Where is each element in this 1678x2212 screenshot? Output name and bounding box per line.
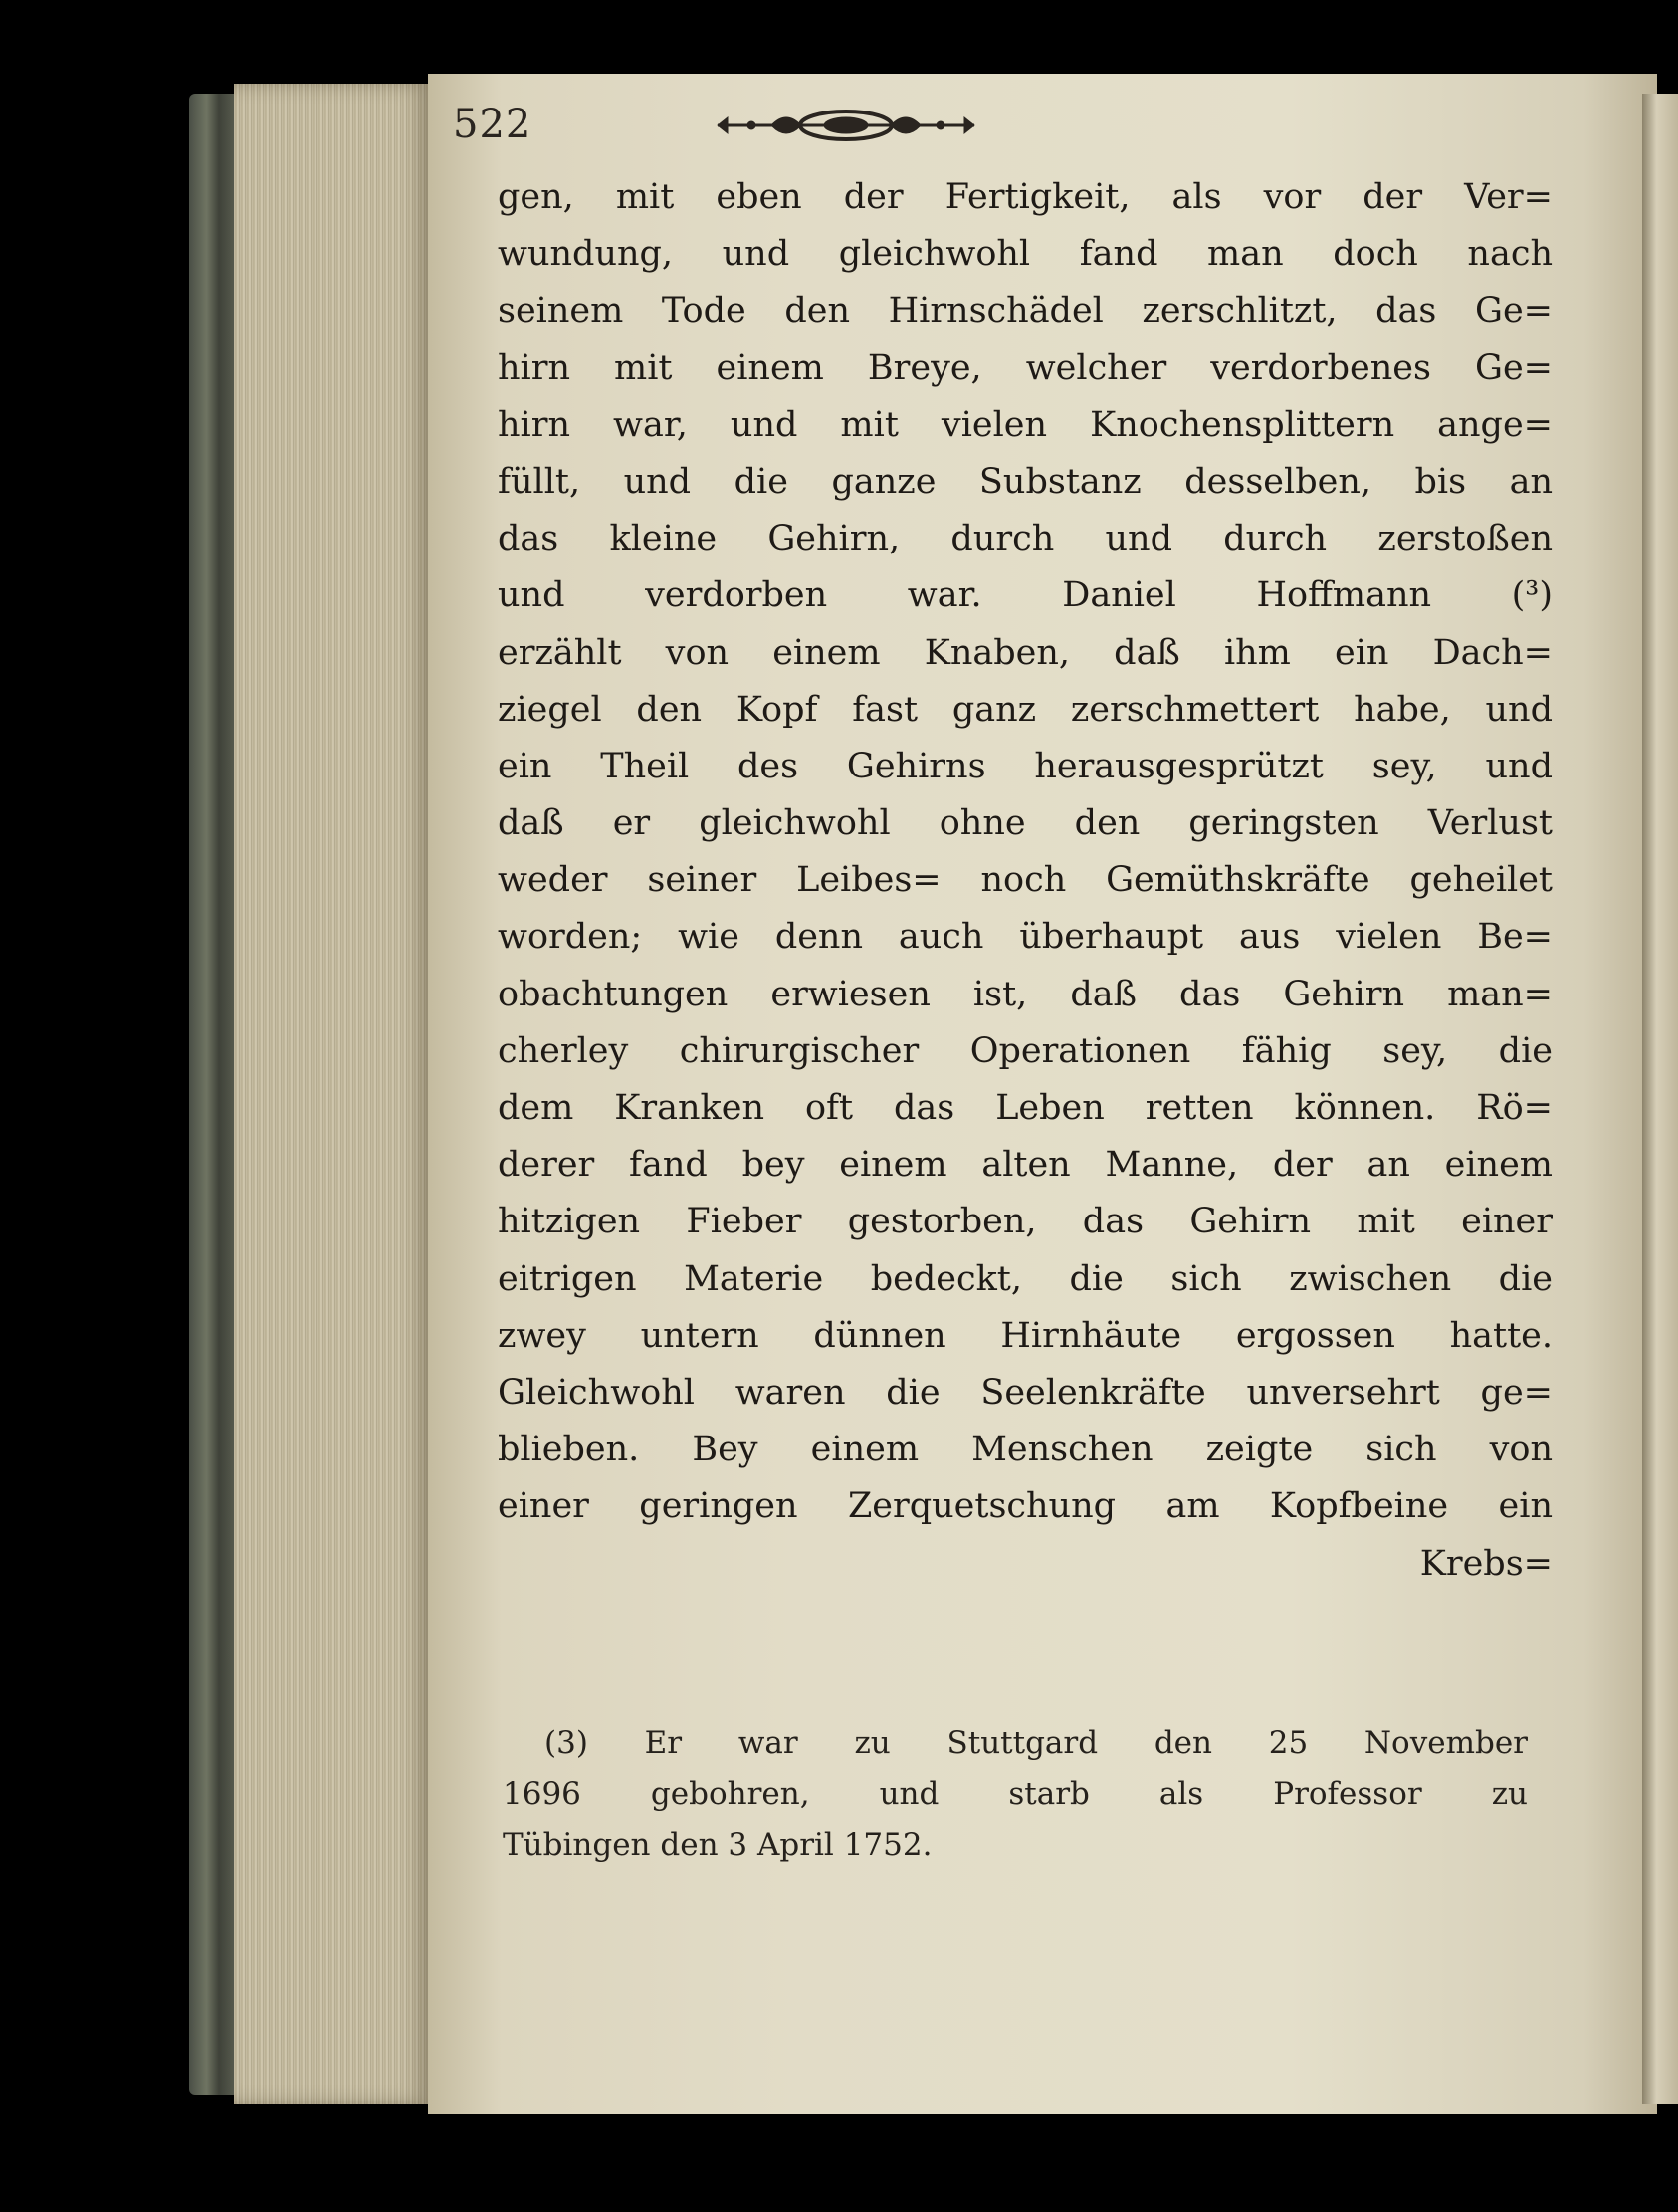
text-line: obachtungen erwiesen ist, daß das Gehirn man= — [498, 974, 1553, 1014]
header-ornament-icon — [712, 104, 980, 147]
text-line: gen, mit eben der Fertigkeit, als vor der Ver= — [498, 177, 1553, 217]
page-number: 522 — [453, 102, 532, 147]
catchword: Krebs= — [1419, 1543, 1553, 1584]
text-line: wundung, und gleichwohl fand man doch nach — [498, 234, 1553, 275]
footnote-line: (3) Er war zu Stuttgard den 25 November — [544, 1725, 1528, 1761]
text-line: worden; wie denn auch überhaupt aus vielen Be= — [498, 917, 1553, 958]
text-line: und verdorben war. Daniel Hoffmann (³) — [498, 575, 1553, 616]
text-line: hirn war, und mit vielen Knochensplittern ange= — [498, 404, 1553, 445]
facing-page-edge — [1642, 94, 1678, 2104]
text-line: Gleichwohl waren die Seelenkräfte unversehrt ge= — [498, 1372, 1553, 1413]
text-line: hitzigen Fieber gestorben, das Gehirn mit einer — [498, 1202, 1553, 1242]
text-line: dem Kranken oft das Leben retten können. Rö= — [498, 1088, 1553, 1128]
text-line: ein Theil des Gehirns herausgesprützt sey, und — [498, 746, 1553, 786]
footnote — [503, 1718, 1528, 1871]
text-line: daß er gleichwohl ohne den geringsten Verlust — [498, 803, 1553, 844]
page-header — [453, 94, 1249, 163]
footnote-line: Tübingen den 3 April 1752. — [503, 1827, 933, 1863]
footnote-line: 1696 gebohren, und starb als Professor zu — [503, 1776, 1528, 1812]
text-line: derer fand bey einem alten Manne, der an einem — [498, 1145, 1553, 1186]
text-line: eitrigen Materie bedeckt, die sich zwischen die — [498, 1258, 1553, 1299]
text-line: blieben. Bey einem Menschen zeigte sich von — [498, 1430, 1553, 1470]
text-line: das kleine Gehirn, durch und durch zerstoßen — [498, 519, 1553, 559]
text-line: cherley chirurgischer Operationen fähig sey, die — [498, 1030, 1553, 1071]
text-line: füllt, und die ganze Substanz desselben, bis an — [498, 461, 1553, 502]
text-line: ziegel den Kopf fast ganz zerschmettert habe, und — [498, 689, 1553, 730]
text-line: zwey untern dünnen Hirnhäute ergossen hatte. — [498, 1315, 1553, 1356]
text-line: hirn mit einem Breye, welcher verdorbenes Ge= — [498, 347, 1553, 388]
page-stack-edge — [234, 84, 433, 2104]
body-text — [498, 169, 1553, 1593]
book-cover-edge — [189, 94, 239, 2095]
text-line: weder seiner Leibes= noch Gemüthskräfte geheilet — [498, 860, 1553, 901]
text-line: erzählt von einem Knaben, daß ihm ein Dach= — [498, 632, 1553, 673]
text-line: einer geringen Zerquetschung am Kopfbeine ein — [498, 1486, 1553, 1527]
text-line: seinem Tode den Hirnschädel zerschlitzt, das Ge= — [498, 291, 1553, 332]
